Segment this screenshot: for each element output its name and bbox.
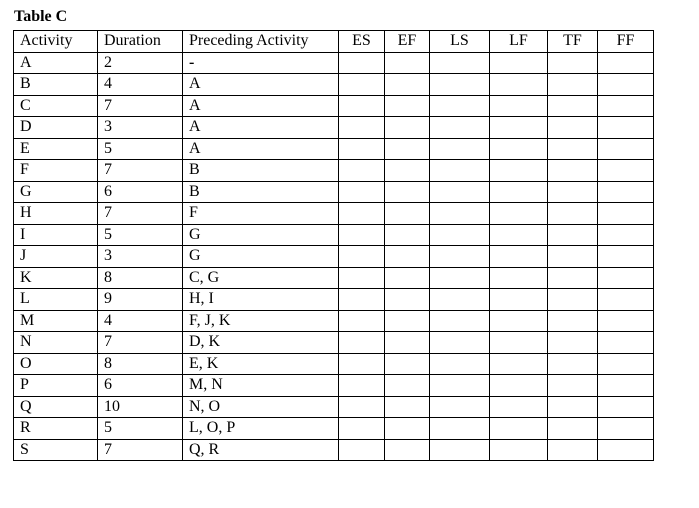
cell-ls <box>430 203 490 225</box>
cell-tf <box>548 224 598 246</box>
cell-ls <box>430 375 490 397</box>
cell-lf <box>490 418 548 440</box>
cell-activity: L <box>14 289 98 311</box>
column-header-lf: LF <box>490 31 548 53</box>
cell-lf <box>490 95 548 117</box>
cell-ff <box>598 246 654 268</box>
cell-ff <box>598 203 654 225</box>
cell-tf <box>548 160 598 182</box>
cell-preceding: - <box>183 52 339 74</box>
cell-es <box>339 332 385 354</box>
column-header-tf: TF <box>548 31 598 53</box>
cell-activity: R <box>14 418 98 440</box>
cell-ef <box>385 418 430 440</box>
table-row <box>14 138 654 160</box>
cell-ef <box>385 181 430 203</box>
cell-activity: P <box>14 375 98 397</box>
table-row <box>14 117 654 139</box>
table-title: Table C <box>14 8 68 25</box>
cell-ff <box>598 396 654 418</box>
cell-ls <box>430 117 490 139</box>
cell-duration: 6 <box>98 375 183 397</box>
cell-preceding: G <box>183 246 339 268</box>
cell-es <box>339 267 385 289</box>
cell-lf <box>490 117 548 139</box>
cell-ls <box>430 246 490 268</box>
cell-ef <box>385 439 430 461</box>
cell-preceding: B <box>183 160 339 182</box>
cell-ls <box>430 332 490 354</box>
cell-duration: 7 <box>98 203 183 225</box>
cell-tf <box>548 203 598 225</box>
table-header-row <box>14 31 654 53</box>
cell-ef <box>385 267 430 289</box>
cell-es <box>339 418 385 440</box>
cell-activity: H <box>14 203 98 225</box>
cell-ff <box>598 181 654 203</box>
cell-activity: K <box>14 267 98 289</box>
cell-ls <box>430 52 490 74</box>
cell-duration: 7 <box>98 160 183 182</box>
cell-lf <box>490 74 548 96</box>
cell-tf <box>548 181 598 203</box>
table-row <box>14 74 654 96</box>
table-row <box>14 160 654 182</box>
cell-lf <box>490 353 548 375</box>
cell-activity: F <box>14 160 98 182</box>
cell-preceding: Q, R <box>183 439 339 461</box>
cell-duration: 3 <box>98 117 183 139</box>
column-header-activity: Activity <box>14 31 98 53</box>
cell-lf <box>490 52 548 74</box>
cell-preceding: B <box>183 181 339 203</box>
cell-ff <box>598 138 654 160</box>
cell-es <box>339 117 385 139</box>
cell-tf <box>548 117 598 139</box>
cell-ls <box>430 138 490 160</box>
cell-duration: 8 <box>98 267 183 289</box>
cell-ff <box>598 52 654 74</box>
cell-es <box>339 74 385 96</box>
cell-ef <box>385 203 430 225</box>
cell-activity: M <box>14 310 98 332</box>
cell-activity: I <box>14 224 98 246</box>
cell-activity: Q <box>14 396 98 418</box>
cell-ef <box>385 246 430 268</box>
cell-activity: A <box>14 52 98 74</box>
cell-es <box>339 375 385 397</box>
table-row <box>14 267 654 289</box>
cell-ff <box>598 267 654 289</box>
cell-preceding: A <box>183 138 339 160</box>
column-header-ff: FF <box>598 31 654 53</box>
cell-ls <box>430 396 490 418</box>
cell-duration: 5 <box>98 138 183 160</box>
cell-es <box>339 439 385 461</box>
cell-es <box>339 246 385 268</box>
cell-duration: 8 <box>98 353 183 375</box>
table-row <box>14 396 654 418</box>
cell-lf <box>490 181 548 203</box>
cell-ef <box>385 353 430 375</box>
cell-preceding: L, O, P <box>183 418 339 440</box>
cell-tf <box>548 353 598 375</box>
table-row <box>14 439 654 461</box>
table-row <box>14 246 654 268</box>
cell-tf <box>548 396 598 418</box>
cell-lf <box>490 289 548 311</box>
cell-activity: N <box>14 332 98 354</box>
cell-tf <box>548 289 598 311</box>
cell-ff <box>598 117 654 139</box>
cell-tf <box>548 418 598 440</box>
cell-ff <box>598 439 654 461</box>
cell-lf <box>490 332 548 354</box>
table-row <box>14 332 654 354</box>
cell-tf <box>548 138 598 160</box>
cell-lf <box>490 396 548 418</box>
cell-tf <box>548 52 598 74</box>
cell-es <box>339 160 385 182</box>
cell-duration: 9 <box>98 289 183 311</box>
column-header-duration: Duration <box>98 31 183 53</box>
cell-ls <box>430 224 490 246</box>
cell-duration: 2 <box>98 52 183 74</box>
cell-lf <box>490 439 548 461</box>
cell-duration: 4 <box>98 310 183 332</box>
table-row <box>14 375 654 397</box>
cell-tf <box>548 310 598 332</box>
table-row <box>14 181 654 203</box>
cell-lf <box>490 224 548 246</box>
cell-tf <box>548 246 598 268</box>
cell-ls <box>430 181 490 203</box>
table-row <box>14 224 654 246</box>
cell-tf <box>548 332 598 354</box>
cell-ff <box>598 418 654 440</box>
cell-activity: S <box>14 439 98 461</box>
cell-preceding: F, J, K <box>183 310 339 332</box>
cell-ff <box>598 74 654 96</box>
cell-ef <box>385 332 430 354</box>
cell-tf <box>548 267 598 289</box>
table-row <box>14 289 654 311</box>
cell-es <box>339 203 385 225</box>
cell-duration: 5 <box>98 418 183 440</box>
cell-lf <box>490 375 548 397</box>
cell-preceding: C, G <box>183 267 339 289</box>
cell-es <box>339 95 385 117</box>
cell-es <box>339 310 385 332</box>
cell-lf <box>490 203 548 225</box>
table-row <box>14 310 654 332</box>
cell-ls <box>430 353 490 375</box>
cell-ff <box>598 289 654 311</box>
cell-preceding: M, N <box>183 375 339 397</box>
cell-ef <box>385 138 430 160</box>
cell-ls <box>430 418 490 440</box>
cell-lf <box>490 267 548 289</box>
table-row <box>14 203 654 225</box>
cell-ef <box>385 95 430 117</box>
table-row <box>14 418 654 440</box>
cell-ef <box>385 289 430 311</box>
cell-ls <box>430 160 490 182</box>
cell-ls <box>430 95 490 117</box>
cell-preceding: E, K <box>183 353 339 375</box>
column-header-preceding: Preceding Activity <box>183 31 339 53</box>
cell-ff <box>598 160 654 182</box>
cell-activity: J <box>14 246 98 268</box>
cell-preceding: F <box>183 203 339 225</box>
cell-tf <box>548 439 598 461</box>
cell-tf <box>548 74 598 96</box>
cell-preceding: G <box>183 224 339 246</box>
table-row <box>14 52 654 74</box>
column-header-ls: LS <box>430 31 490 53</box>
cell-es <box>339 138 385 160</box>
cell-ff <box>598 375 654 397</box>
cell-duration: 3 <box>98 246 183 268</box>
activity-table <box>13 30 654 461</box>
cell-duration: 10 <box>98 396 183 418</box>
cell-ff <box>598 353 654 375</box>
cell-tf <box>548 375 598 397</box>
cell-ls <box>430 439 490 461</box>
cell-preceding: D, K <box>183 332 339 354</box>
cell-ls <box>430 267 490 289</box>
cell-ef <box>385 375 430 397</box>
column-header-es: ES <box>339 31 385 53</box>
cell-ef <box>385 52 430 74</box>
cell-preceding: A <box>183 74 339 96</box>
table-body <box>14 52 654 461</box>
cell-ff <box>598 224 654 246</box>
cell-preceding: H, I <box>183 289 339 311</box>
cell-tf <box>548 95 598 117</box>
cell-ef <box>385 117 430 139</box>
cell-duration: 7 <box>98 95 183 117</box>
cell-lf <box>490 160 548 182</box>
cell-ef <box>385 224 430 246</box>
table-row <box>14 95 654 117</box>
cell-ls <box>430 289 490 311</box>
cell-ls <box>430 310 490 332</box>
cell-duration: 7 <box>98 332 183 354</box>
cell-activity: G <box>14 181 98 203</box>
cell-activity: C <box>14 95 98 117</box>
cell-ef <box>385 160 430 182</box>
cell-ff <box>598 332 654 354</box>
cell-lf <box>490 138 548 160</box>
cell-ef <box>385 74 430 96</box>
cell-activity: B <box>14 74 98 96</box>
cell-duration: 5 <box>98 224 183 246</box>
cell-es <box>339 224 385 246</box>
cell-lf <box>490 246 548 268</box>
cell-ef <box>385 310 430 332</box>
cell-duration: 7 <box>98 439 183 461</box>
cell-ff <box>598 310 654 332</box>
cell-es <box>339 289 385 311</box>
cell-es <box>339 181 385 203</box>
cell-es <box>339 396 385 418</box>
column-header-ef: EF <box>385 31 430 53</box>
cell-es <box>339 353 385 375</box>
cell-ls <box>430 74 490 96</box>
cell-activity: E <box>14 138 98 160</box>
cell-ef <box>385 396 430 418</box>
cell-activity: O <box>14 353 98 375</box>
cell-lf <box>490 310 548 332</box>
cell-activity: D <box>14 117 98 139</box>
cell-es <box>339 52 385 74</box>
table-row <box>14 353 654 375</box>
cell-preceding: A <box>183 117 339 139</box>
cell-duration: 6 <box>98 181 183 203</box>
cell-preceding: N, O <box>183 396 339 418</box>
cell-duration: 4 <box>98 74 183 96</box>
cell-ff <box>598 95 654 117</box>
cell-preceding: A <box>183 95 339 117</box>
